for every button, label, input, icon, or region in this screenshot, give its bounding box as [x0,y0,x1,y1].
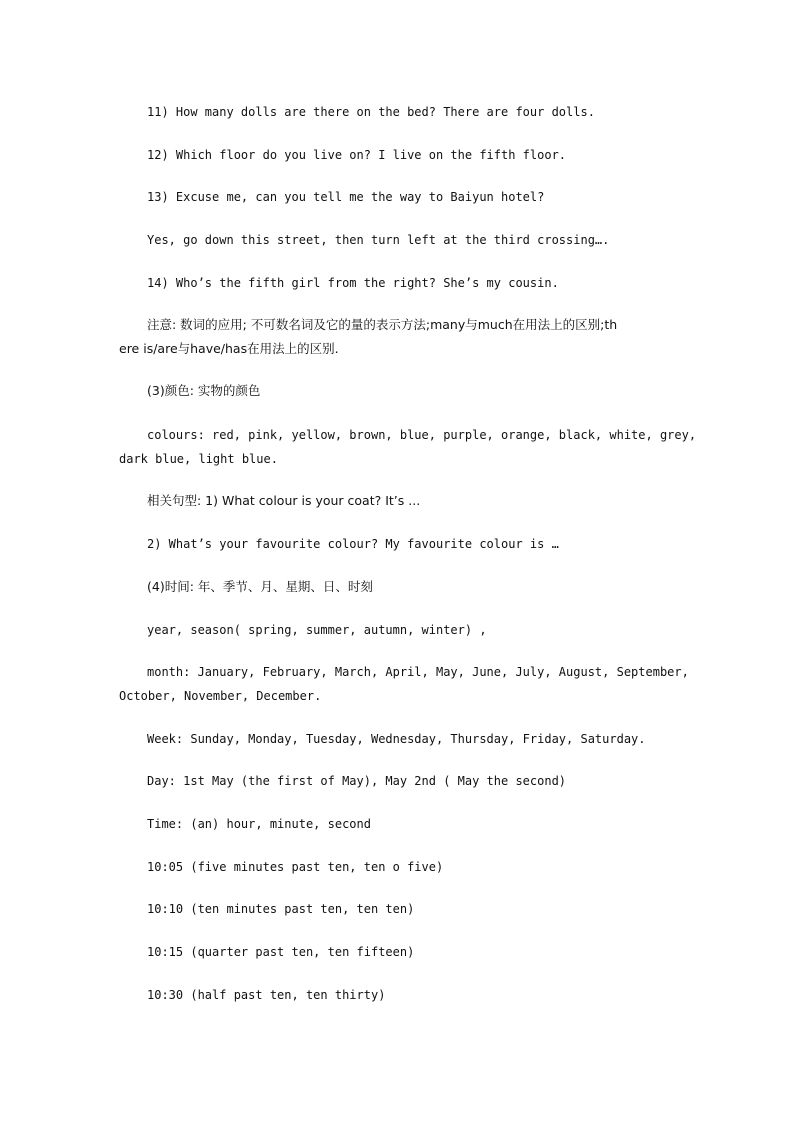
time-1005-line: 10:05 (five minutes past ten, ten o five) [147,860,444,874]
pattern-line-1: 相关句型: 1) What colour is your coat? It’s ... [147,493,421,508]
time-1030-line: 10:30 (half past ten, ten thirty) [147,988,386,1002]
section-colour-heading: (3)颜色: 实物的颜色 [147,383,261,398]
day-line: Day: 1st May (the first of May), May 2nd ( May the second) [147,774,567,788]
colours-line-2: dark blue, light blue. [119,452,278,466]
note-line-2: ere is/are与have/has在用法上的区别. [119,341,339,356]
time-1015-line: 10:15 (quarter past ten, ten fifteen) [147,945,415,959]
section-time-heading: (4)时间: 年、季节、月、星期、日、时刻 [147,579,373,594]
question-11: 11) How many dolls are there on the bed? There are four dolls. [147,105,595,119]
time-1010-line: 10:10 (ten minutes past ten, ten ten) [147,902,415,916]
time-line: Time: (an) hour, minute, second [147,817,371,831]
question-12: 12) Which floor do you live on? I live on the fifth floor. [147,148,567,162]
week-line: Week: Sunday, Monday, Tuesday, Wednesday, Thursday, Friday, Saturday. [147,732,646,746]
note-line-1: 注意: 数词的应用; 不可数名词及它的量的表示方法;many与much在用法上的区别;th [147,317,618,332]
pattern-line-2: 2) What’s your favourite colour? My favourite colour is … [147,537,559,551]
month-line-1: month: January, February, March, April, May, June, July, August, September, [147,665,689,679]
question-14: 14) Who’s the fifth girl from the right? She’s my cousin. [147,276,559,290]
question-13-answer: Yes, go down this street, then turn left at the third crossing…. [147,233,610,247]
question-13: 13) Excuse me, can you tell me the way to Baiyun hotel? [147,190,545,204]
colours-line-1: colours: red, pink, yellow, brown, blue, purple, orange, black, white, grey, [147,428,697,442]
year-season-line: year, season( spring, summer, autumn, winter) , [147,623,487,637]
month-line-2: October, November, December. [119,689,322,703]
